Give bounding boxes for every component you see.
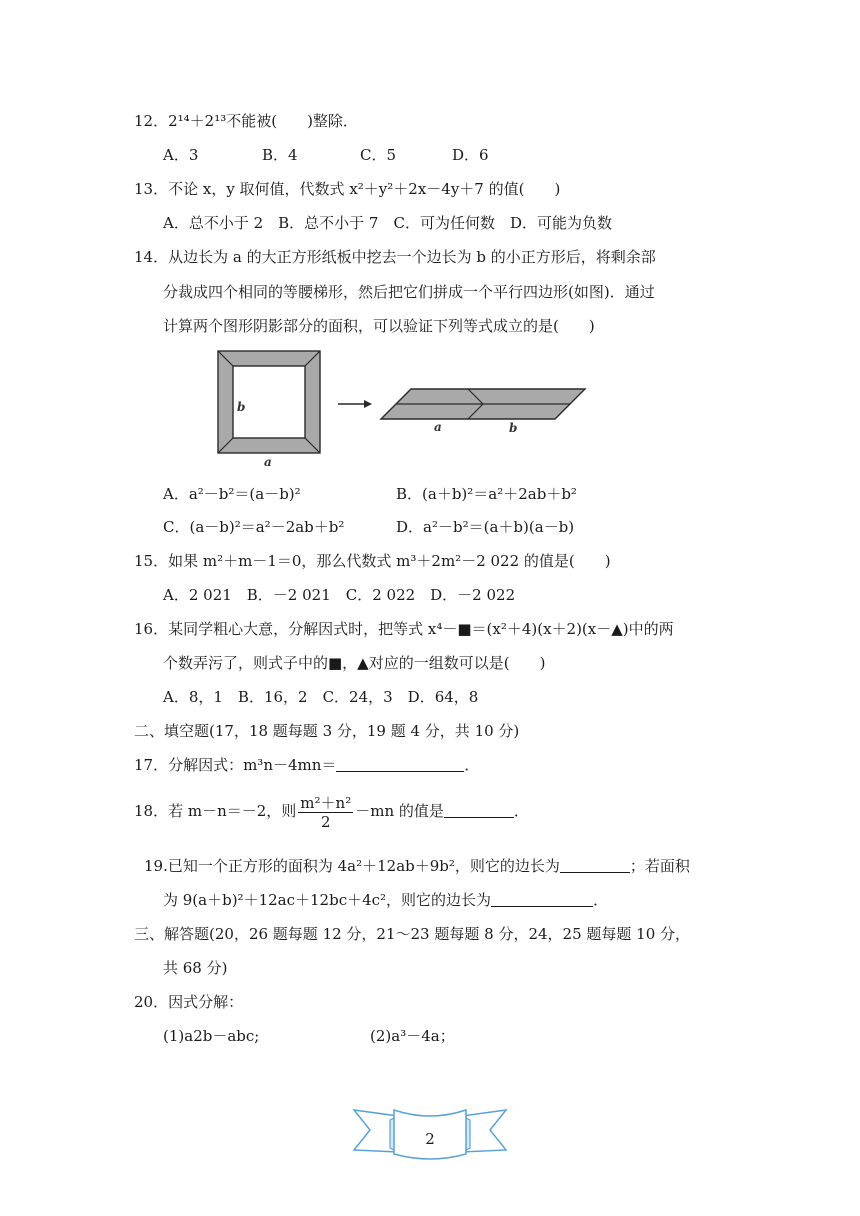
q16-options: A．8，1 B．16，2 C．24，3 D．64，8 — [163, 688, 479, 706]
section-3-heading-line2: 共 68 分) — [163, 959, 228, 977]
q19-line2: 为 9(a＋b)²＋12ac＋12bc＋4c²，则它的边长为 ． — [163, 891, 609, 909]
section-2-heading: 二、填空题(17，18 题每题 3 分，19 题 4 分，共 10 分) — [134, 722, 520, 740]
q12-option-d: D．6 — [452, 146, 489, 164]
q19-answer-blank-2[interactable] — [491, 892, 593, 907]
q17-stem: 17．分解因式：m³n－4mn＝ ． — [134, 756, 480, 774]
q12-option-a: A．3 — [163, 146, 199, 164]
q17-answer-blank[interactable] — [336, 757, 464, 772]
parallelogram-figure — [381, 389, 585, 419]
q20-part-2: (2)a³－4a； — [370, 1027, 455, 1045]
page-number: 2 — [425, 1130, 435, 1148]
q12-option-b: B．4 — [262, 146, 298, 164]
q13-options: A．总不小于 2 B．总不小于 7 C．可为任何数 D．可能为负数 — [163, 214, 612, 232]
q19-answer-blank-1[interactable] — [560, 858, 630, 873]
q20-part-1: (1)a2b－abc; — [163, 1027, 260, 1045]
q14-option-d: D．a²－b²＝(a＋b)(a－b) — [396, 518, 575, 536]
q12-stem: 12．2¹⁴＋2¹³不能被( )整除． — [134, 112, 358, 130]
q16-stem-line2: 个数弄污了，则式子中的■，▲对应的一组数可以是( ) — [163, 654, 546, 672]
q12-option-c: C．5 — [360, 146, 397, 164]
q14-option-b: B．(a＋b)²＝a²＋2ab＋b² — [396, 485, 577, 503]
q14-option-a: A．a²－b²＝(a－b)² — [163, 485, 301, 503]
q14-stem-line1: 14．从边长为 a 的大正方形纸板中挖去一个边长为 b 的小正方形后，将剩余部 — [134, 248, 656, 266]
label-b-parallelogram: b — [509, 421, 518, 435]
q13-stem: 13．不论 x，y 取何值，代数式 x²＋y²＋2x－4y＋7 的值( ) — [134, 180, 561, 198]
q18-stem: 18．若 m－n＝－2，则 $\frac{\text{m²＋n²}}{2}$ －mn 的值是 ． — [134, 793, 529, 831]
q15-stem: 15．如果 m²＋m－1＝0，那么代数式 m³＋2m²－2 022 的值是( ) — [134, 552, 611, 570]
square-frame-figure — [218, 351, 320, 453]
q16-stem-line1: 16．某同学粗心大意，分解因式时，把等式 x⁴－■＝(x²＋4)(x＋2)(x－▲)中的两 — [134, 620, 674, 638]
label-a-square: a — [264, 455, 272, 469]
q14-option-c: C．(a－b)²＝a²－2ab＋b² — [163, 518, 345, 536]
q14-stem-line2: 分裁成四个相同的等腰梯形，然后把它们拼成一个平行四边形(如图)．通过 — [163, 283, 655, 301]
q14-stem-line3: 计算两个图形阴影部分的面积，可以验证下列等式成立的是( ) — [163, 317, 595, 335]
q15-options: A．2 021 B．－2 021 C．2 022 D．－2 022 — [163, 586, 516, 604]
q18-fraction: $\frac{\text{m²＋n²}}{2}$ — [300, 793, 352, 831]
page-number-ribbon — [350, 1102, 510, 1166]
q14-figure — [200, 345, 600, 470]
q20-stem: 20．因式分解： — [134, 993, 244, 1011]
q19-line1: 19.已知一个正方形的面积为 4a²＋12ab＋9b²，则它的边长为 ；若面积 — [144, 857, 690, 875]
arrow-right-icon — [338, 400, 372, 408]
q18-answer-blank[interactable] — [444, 803, 514, 818]
section-3-heading-line1: 三、解答题(20，26 题每题 12 分，21～23 题每题 8 分，24，25 题每题 10 分， — [134, 925, 691, 943]
label-a-parallelogram: a — [434, 420, 442, 434]
label-b-square: b — [237, 400, 246, 414]
